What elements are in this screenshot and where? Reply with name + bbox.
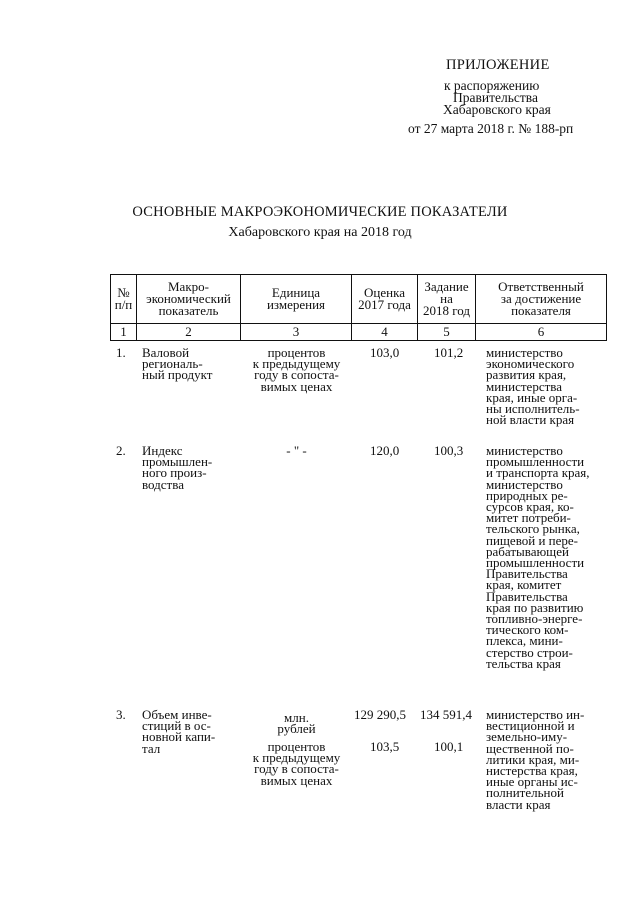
header-cell-target: Задание на 2018 год: [418, 275, 476, 324]
responsible-party: министерство ин- вестиционной и земельно-иму- щественной по- литики края, ми- нистерства края, иные органы ис- полнительной власти края: [486, 707, 585, 812]
estimate-2017: 129 290,5: [354, 707, 406, 722]
header-cell-unit: Единица измерения: [241, 275, 352, 324]
indicator-name: Объем инве- стиций в ос- новной капи- тал: [142, 707, 216, 756]
indicator-name: Валовой региональ- ный продукт: [142, 345, 213, 383]
estimate-2017: 103,5: [370, 739, 400, 754]
column-number: 1: [111, 324, 137, 341]
unit-of-measure: млн. рублей: [277, 710, 316, 737]
header-cell-responsible: Ответственный за достижение показателя: [476, 275, 607, 324]
appendix-line-3: Хабаровского края: [443, 102, 551, 117]
responsible-party: министерство промышленности и транспорта края, министерство природных ре- сурсов края, ко- митет потреби- тельского рынка, пищевой и пере- рабатывающей промышленности Правительства края, комитет Правительства края по развитию топливно-энерге- тического ком- плекса, мини- стерство строи- тельства края: [486, 443, 590, 671]
estimate-2017: 120,0: [370, 443, 400, 458]
row-number: 1.: [116, 345, 126, 360]
unit-of-measure: процентов к предыдущему году в сопоста- вимых ценах: [252, 345, 341, 394]
responsible-party: министерство экономического развития края, министерства края, иные орга- ны исполнитель- ной власти края: [486, 345, 580, 428]
table-header-row: [111, 275, 607, 324]
column-number: 3: [241, 324, 352, 341]
appendix-title: ПРИЛОЖЕНИЕ: [446, 57, 550, 73]
column-number: 6: [476, 324, 607, 341]
unit-of-measure: - " -: [286, 443, 307, 458]
header-cell-estimate: Оценка 2017 года: [352, 275, 418, 324]
indicator-name: Индекс промышлен- ного произ- водства: [142, 443, 213, 492]
document-title: ОСНОВНЫЕ МАКРОЭКОНОМИЧЕСКИЕ ПОКАЗАТЕЛИ: [132, 204, 508, 220]
column-number: 5: [418, 324, 476, 341]
table-column-numbers-row: [111, 324, 607, 341]
appendix-line-2: Правительства: [453, 90, 538, 105]
appendix-line-4: от 27 марта 2018 г. № 188-рп: [408, 121, 574, 136]
target-2018: 100,1: [434, 739, 464, 754]
target-2018: 101,2: [434, 345, 464, 360]
header-cell-indicator: Макро- экономический показатель: [137, 275, 241, 324]
row-number: 2.: [116, 443, 126, 458]
row-number: 3.: [116, 707, 126, 722]
target-2018: 100,3: [434, 443, 464, 458]
column-number: 4: [352, 324, 418, 341]
target-2018: 134 591,4: [420, 707, 472, 722]
appendix-line-1: к распоряжению: [444, 78, 540, 93]
header-cell-number: № п/п: [111, 275, 137, 324]
document-subtitle: Хабаровского края на 2018 год: [228, 225, 412, 240]
estimate-2017: 103,0: [370, 345, 400, 360]
column-number: 2: [137, 324, 241, 341]
unit-of-measure: процентов к предыдущему году в сопоста- вимых ценах: [252, 739, 341, 788]
indicators-table-header: [110, 274, 607, 341]
